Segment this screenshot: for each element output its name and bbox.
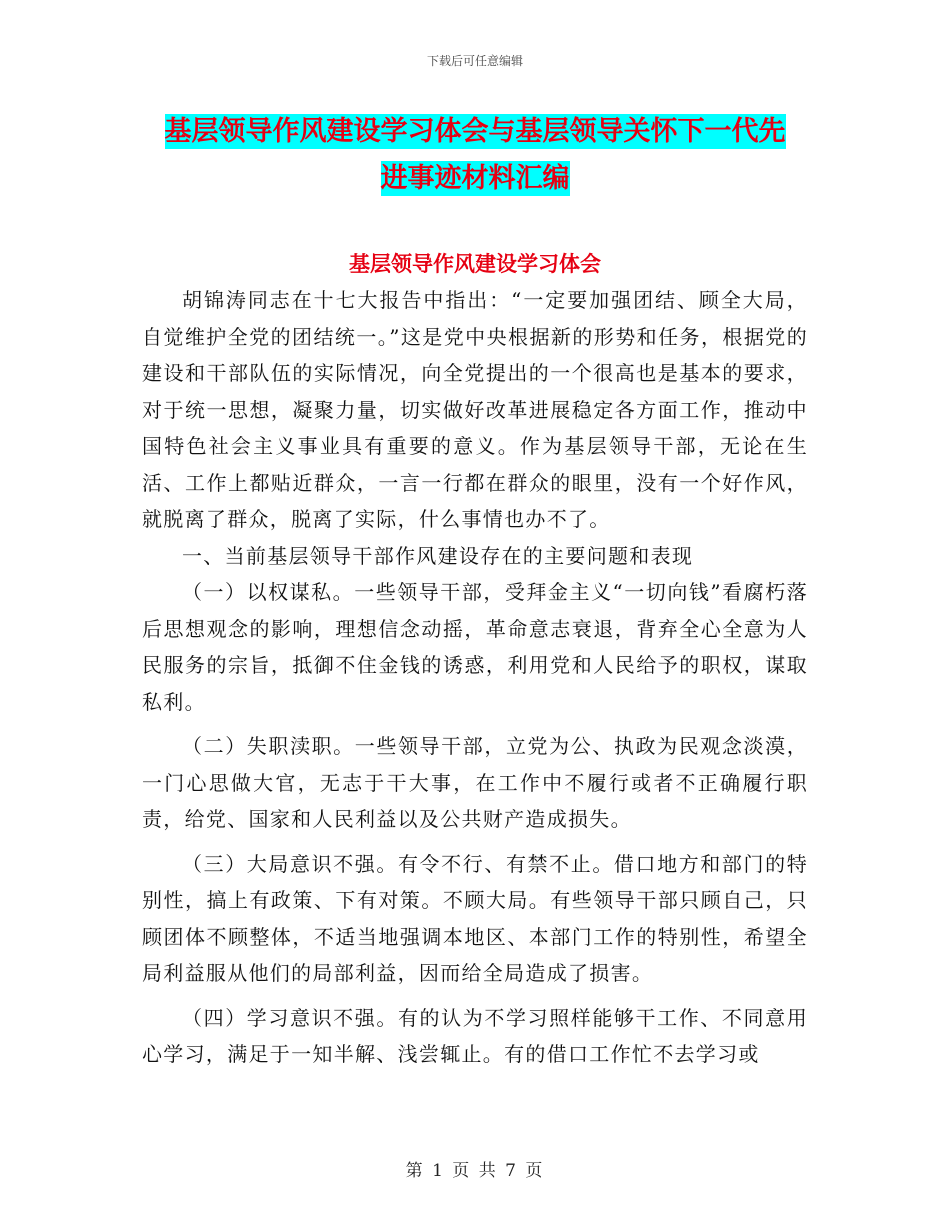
section-title: 基层领导作风建设学习体会 xyxy=(349,252,601,276)
paragraph-item-4: （四）学习意识不强。有的认为不学习照样能够干工作、不同意用心学习，满足于一知半解、浅尝辄止。有的借口工作忙不去学习或 xyxy=(142,1005,808,1066)
body-text xyxy=(142,282,808,1081)
paragraph-heading-problems: 一、当前基层领导干部作风建设存在的主要问题和表现 xyxy=(182,543,694,568)
document-title-line-2: 进事迹材料汇编 xyxy=(380,163,570,194)
paragraph-item-1: （一）以权谋私。一些领导干部，受拜金主义“一切向钱”看腐朽落后思想观念的影响，理想信念动摇，革命意志衰退，背弃全心全意为人民服务的宗旨，抵御不住金钱的诱惑，利用党和人民给予的职权，谋取私利。 xyxy=(142,580,808,714)
page-number-footer: 第 1 页 共 7 页 xyxy=(405,1161,545,1181)
document-title xyxy=(140,108,810,202)
header-note: 下载后可任意编辑 xyxy=(426,54,523,68)
paragraph-item-2: （二）失职渎职。一些领导干部，立党为公、执政为民观念淡漠，一门心思做大官，无志于干大事，在工作中不履行或者不正确履行职责，给党、国家和人民利益以及公共财产造成损失。 xyxy=(142,734,808,831)
paragraph-item-3: （三）大局意识不强。有令不行、有禁不止。借口地方和部门的特别性，搞上有政策、下有对策。不顾大局。有些领导干部只顾自己，只顾团体不顾整体，不适当地强调本地区、本部门工作的特别性，希望全局利益服从他们的局部利益，因而给全局造成了损害。 xyxy=(142,851,808,985)
paragraph-intro: 胡锦涛同志在十七大报告中指出：“一定要加强团结、顾全大局，自觉维护全党的团结统一。”这是党中央根据新的形势和任务，根据党的建设和干部队伍的实际情况，向全党提出的一个很高也是基本的要求，对于统一思想，凝聚力量，切实做好改革进展稳定各方面工作，推动中国特色社会主义事业具有重要的意义。作为基层领导干部，无论在生活、工作上都贴近群众，一言一行都在群众的眼里，没有一个好作风，就脱离了群众，脱离了实际，什么事情也办不了。 xyxy=(142,288,808,531)
document-title-line-1: 基层领导作风建设学习体会与基层领导关怀下一代先 xyxy=(164,116,786,147)
